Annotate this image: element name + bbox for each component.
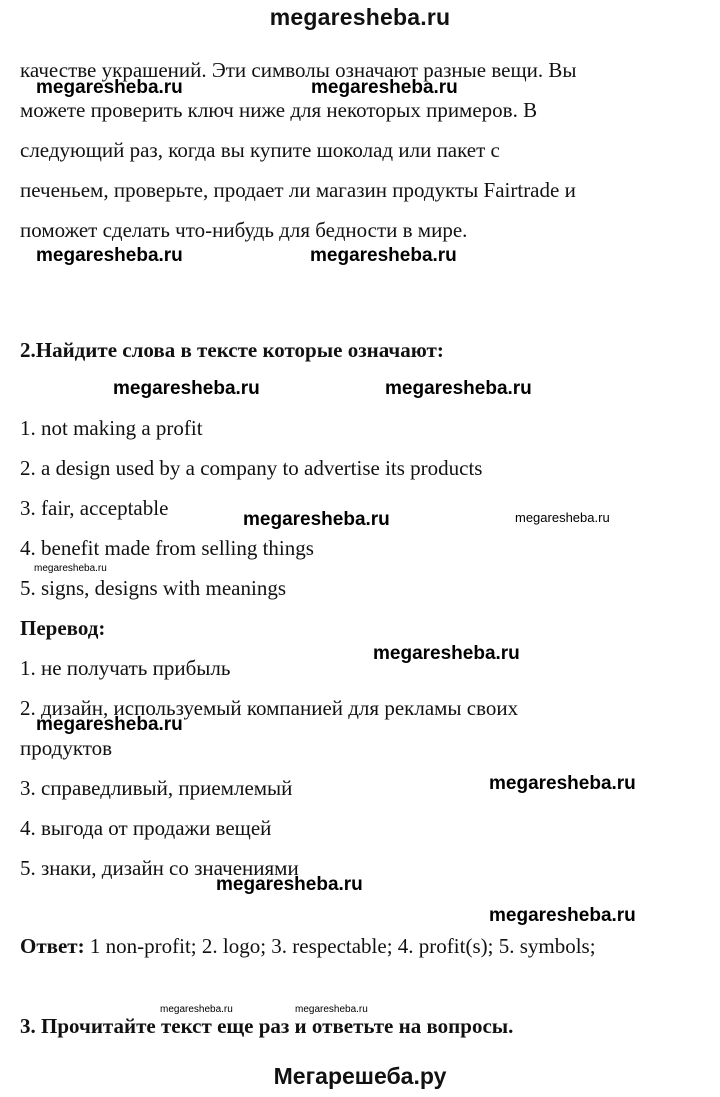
translation-1: 1. не получать прибыль [20, 656, 231, 680]
watermark: megaresheba.ru [160, 1004, 233, 1015]
watermark: megaresheba.ru [36, 77, 183, 98]
watermark: megaresheba.ru [311, 77, 458, 98]
task2-item-3: 3. fair, acceptable [20, 496, 169, 520]
intro-line-3: следующий раз, когда вы купите шоколад или пакет с [20, 138, 500, 162]
site-footer: Мегарешеба.ру [273, 1063, 447, 1089]
answer-text: 1 non-profit; 2. logo; 3. respectable; 4. profit(s); 5. symbols; [84, 934, 596, 958]
watermark: megaresheba.ru [310, 245, 457, 266]
answer-line [20, 934, 596, 959]
site-header: megaresheba.ru [269, 4, 451, 30]
watermark: megaresheba.ru [373, 643, 520, 664]
translation-3: 3. справедливый, приемлемый [20, 776, 293, 800]
watermark: megaresheba.ru [216, 874, 363, 895]
translation-2: 2. дизайн, используемый компанией для рекламы своих [20, 696, 519, 720]
intro-line-1: качестве украшений. Эти символы означают разные вещи. Вы [20, 58, 577, 82]
task3-heading: 3. Прочитайте текст еще раз и ответьте на вопросы. [20, 1014, 514, 1038]
watermark: megaresheba.ru [113, 378, 260, 399]
watermark: megaresheba.ru [34, 563, 107, 574]
translation-4: 4. выгода от продажи вещей [20, 816, 272, 840]
answer-label: Ответ: [20, 934, 85, 958]
watermark: megaresheba.ru [243, 509, 390, 530]
task2-item-5: 5. signs, designs with meanings [20, 576, 286, 600]
watermark: megaresheba.ru [36, 714, 183, 735]
intro-line-2: можете проверить ключ ниже для некоторых примеров. В [20, 98, 538, 122]
watermark: megaresheba.ru [489, 773, 636, 794]
translation-5: 5. знаки, дизайн со значениями [20, 856, 299, 880]
intro-line-4: печеньем, проверьте, продает ли магазин продукты Fairtrade и [20, 178, 576, 202]
task2-heading: 2.Найдите слова в тексте которые означают: [20, 338, 444, 362]
watermark: megaresheba.ru [385, 378, 532, 399]
intro-line-5: поможет сделать что-нибудь для бедности в мире. [20, 218, 468, 242]
task2-item-1: 1. not making a profit [20, 416, 203, 440]
translation-heading: Перевод: [20, 616, 106, 640]
watermark: megaresheba.ru [489, 905, 636, 926]
watermark: megaresheba.ru [515, 510, 610, 525]
watermark: megaresheba.ru [36, 245, 183, 266]
task2-item-4: 4. benefit made from selling things [20, 536, 314, 560]
task2-item-2: 2. a design used by a company to advertise its products [20, 456, 483, 480]
watermark: megaresheba.ru [295, 1004, 368, 1015]
translation-2-cont: продуктов [20, 736, 113, 760]
